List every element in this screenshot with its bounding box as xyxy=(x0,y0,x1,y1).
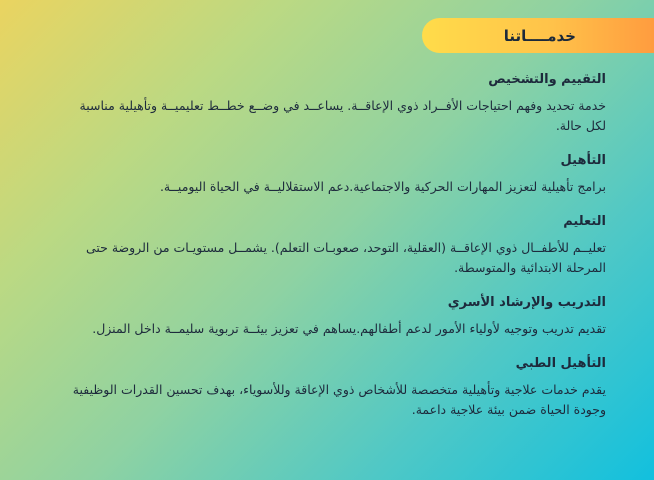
service-item-rehabilitation xyxy=(56,151,606,197)
service-title: التأهيل xyxy=(560,153,606,168)
service-item-assessment xyxy=(56,70,606,136)
service-description: تعليــم للأطفــال ذوي الإعاقــة (العقلية، التوحد، صعوبـات التعلم). يشمــل مستويـات من الروضة حتى المرحلة الابتدائية والمتوسطة. xyxy=(85,240,606,275)
service-item-family-training xyxy=(56,293,606,339)
title-banner xyxy=(422,18,654,53)
service-description: يقدم خدمات علاجية وتأهيلية متخصصة للأشخاص ذوي الإعاقة وللأسوياء، بهدف تحسين القدرات الوظيفية وجودة الحياة ضمن بيئة علاجية داعمة. xyxy=(72,382,606,417)
page-title: خدمــــاتنا xyxy=(503,26,576,45)
services-list xyxy=(56,70,606,435)
service-title: التعليم xyxy=(563,214,606,229)
service-title: التدريب والإرشاد الأسري xyxy=(447,295,606,310)
service-description: تقديم تدريب وتوجيه لأولياء الأمور لدعم أطفالهم.يساهم في تعزيز بيئــة تربوية سليمــة داخل المنزل. xyxy=(92,321,606,336)
service-title: التقييم والتشخيص xyxy=(488,72,606,87)
service-item-medical-rehabilitation xyxy=(56,354,606,420)
service-description: برامج تأهيلية لتعزيز المهارات الحركية والاجتماعية.دعم الاستقلاليــة في الحياة اليوميــة. xyxy=(159,179,606,194)
service-description: خدمة تحديد وفهم احتياجات الأفــراد ذوي الإعاقــة. يساعــد في وضــع خطــط تعليميــة وتأهيلية مناسبة لكل حالة. xyxy=(79,98,606,133)
service-item-education xyxy=(56,212,606,278)
service-title: التأهيل الطبي xyxy=(515,356,606,371)
